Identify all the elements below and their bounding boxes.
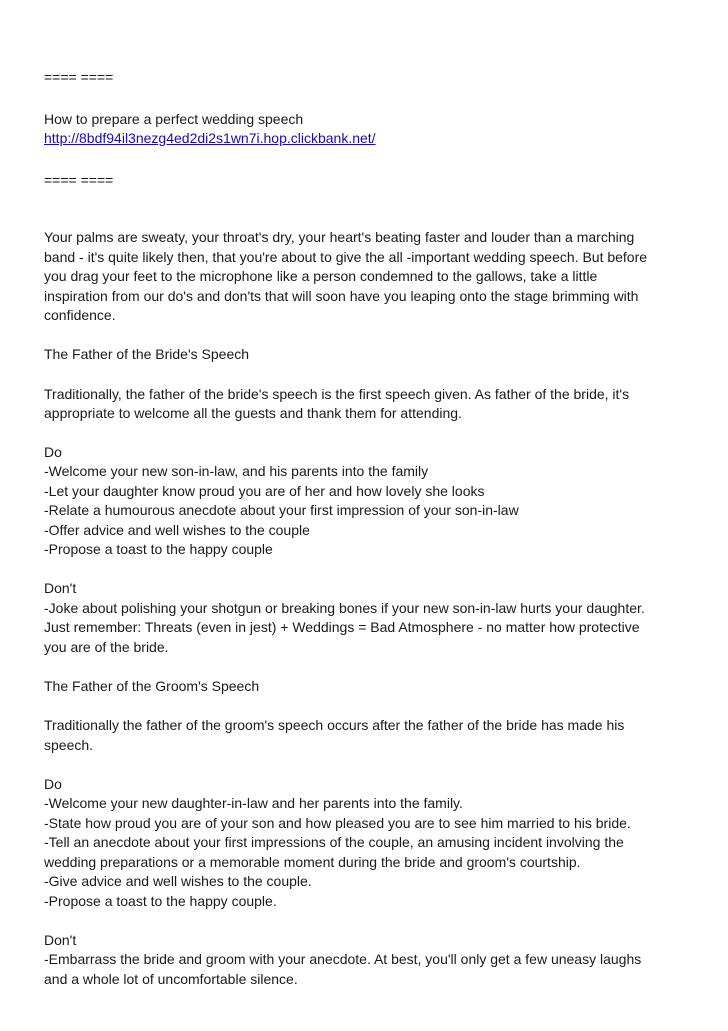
list-item: -Let your daughter know proud you are of her and how lovely she looks (44, 483, 485, 499)
list-item: -Propose a toast to the happy couple. (44, 893, 277, 909)
intro-line: band - it's quite likely then, that you're about to give the all -important wedding speech. But before (44, 249, 648, 265)
list-item: Just remember: Threats (even in jest) + Weddings = Bad Atmosphere - no matter how protective (44, 619, 640, 635)
paragraph-line: Traditionally, the father of the bride's speech is the first speech given. As father of the bride, it's (44, 386, 630, 402)
list-item: -Propose a toast to the happy couple (44, 541, 273, 557)
list-item: -Relate a humourous anecdote about your first impression of your son-in-law (44, 502, 519, 518)
document-title: How to prepare a perfect wedding speech (44, 111, 304, 127)
paragraph-line: speech. (44, 737, 94, 753)
list-item: -Welcome your new daughter-in-law and her parents into the family. (44, 795, 463, 811)
intro-line: inspiration from our do's and don'ts that will soon have you leaping onto the stage brimming with (44, 288, 639, 304)
list-item: -Joke about polishing your shotgun or breaking bones if your new son-in-law hurts your daughter. (44, 600, 645, 616)
list-item: -Tell an anecdote about your first impressions of the couple, an amusing incident involving the (44, 834, 624, 850)
paragraph-line: appropriate to welcome all the guests and thank them for attending. (44, 405, 462, 421)
intro-line: Your palms are sweaty, your throat's dry, your heart's beating faster and louder than a marching (44, 229, 635, 245)
list-item: -State how proud you are of your son and how pleased you are to see him married to his bride. (44, 815, 631, 831)
dont-label: Don't (44, 932, 77, 948)
intro-line: confidence. (44, 307, 116, 323)
separator-top: ==== ==== (44, 69, 114, 85)
separator-bottom: ==== ==== (44, 172, 114, 188)
affiliate-link[interactable]: http://8bdf94il3nezg4ed2di2s1wn7i.hop.clickbank.net/ (44, 130, 376, 146)
do-label: Do (44, 444, 62, 460)
section-heading-bride: The Father of the Bride's Speech (44, 346, 250, 362)
list-item: -Welcome your new son-in-law, and his parents into the family (44, 463, 429, 479)
list-item: you are of the bride. (44, 639, 169, 655)
list-item: wedding preparations or a memorable moment during the bride and groom's courtship. (44, 854, 581, 870)
section-heading-groom: The Father of the Groom's Speech (44, 678, 260, 694)
do-label: Do (44, 776, 62, 792)
list-item: -Offer advice and well wishes to the couple (44, 522, 310, 538)
paragraph-line: Traditionally the father of the groom's speech occurs after the father of the bride has made his (44, 717, 625, 733)
list-item: and a whole lot of uncomfortable silence. (44, 971, 298, 987)
list-item: -Embarrass the bride and groom with your anecdote. At best, you'll only get a few uneasy laughs (44, 951, 642, 967)
intro-line: you drag your feet to the microphone like a person condemned to the gallows, take a little (44, 268, 598, 284)
list-item: -Give advice and well wishes to the couple. (44, 873, 312, 889)
dont-label: Don't (44, 580, 77, 596)
